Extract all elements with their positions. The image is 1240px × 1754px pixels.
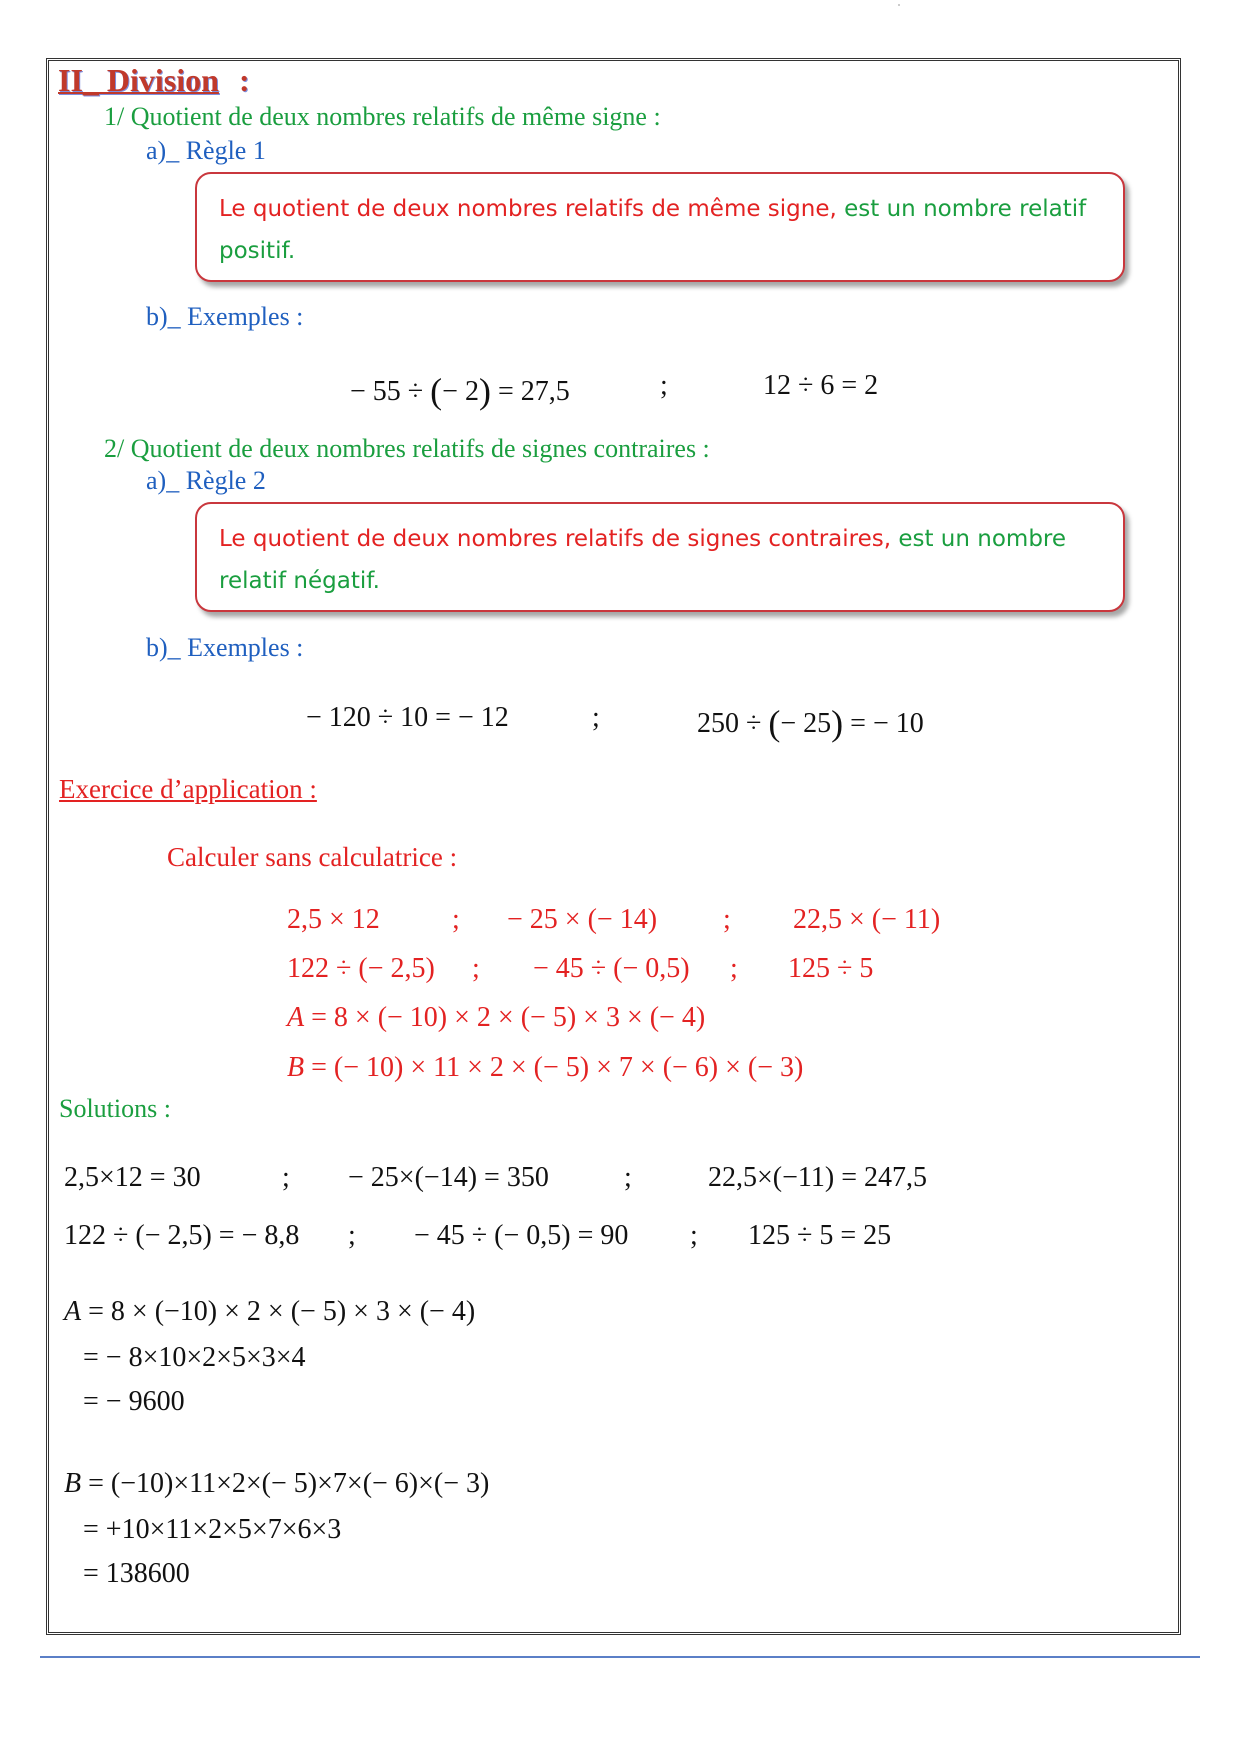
solution-row2-item1: 122 ÷ (− 2,5) = − 8,8 [64, 1220, 300, 1251]
exercise-instruction: Calculer sans calculatrice : [167, 842, 458, 872]
rule1-text-red: Le quotient de deux nombres relatifs de même signe, [219, 196, 837, 222]
variable-b: B [287, 1052, 305, 1083]
exercise-expression-b [287, 1052, 803, 1084]
paren: ( [430, 371, 443, 411]
expr-part: = − 10 [843, 708, 924, 739]
expr-part: − 55 ÷ [350, 376, 431, 407]
solution-row1-item3: 22,5×(−11) = 247,5 [708, 1162, 927, 1193]
variable-a: A [64, 1296, 82, 1327]
section1-rule-label: a)_ Règle 1 [146, 136, 266, 165]
solution-row1-sep2: ; [624, 1162, 632, 1193]
variable-b: B [64, 1468, 82, 1499]
solution-b-line2: = +10×11×2×5×7×6×3 [83, 1514, 342, 1545]
section2-examples-label: b)_ Exemples : [146, 633, 304, 662]
expression-b-body: = (− 10) × 11 × 2 × (− 5) × 7 × (− 6) × (− 3) [304, 1052, 804, 1083]
rule1-box [195, 172, 1125, 282]
footer-divider [40, 1656, 1200, 1658]
section2-separator: ; [592, 702, 600, 733]
exercise-row1-item3: 22,5 × (− 11) [793, 904, 941, 935]
exercise-row2-item2: − 45 ÷ (− 0,5) [533, 953, 690, 984]
paren: ( [768, 703, 781, 743]
section2-example-1: − 120 ÷ 10 = − 12 [306, 702, 509, 733]
rule2-text-red: Le quotient de deux nombres relatifs de signes contraires, [219, 526, 892, 552]
expr-part: = 27,5 [490, 376, 570, 407]
rule2-text-green-2: relatif négatif. [219, 568, 380, 594]
expr-part: − 25 [780, 708, 832, 739]
solution-row1-item1: 2,5×12 = 30 [64, 1162, 201, 1193]
paren: ) [831, 703, 844, 743]
solution-a-expression: = 8 × (−10) × 2 × (− 5) × 3 × (− 4) [81, 1296, 476, 1327]
exercise-row1-sep2: ; [723, 904, 731, 935]
exercise-row1-item2: − 25 × (− 14) [507, 904, 658, 935]
exercise-row1-item1: 2,5 × 12 [287, 904, 380, 935]
exercise-row2-sep2: ; [730, 953, 738, 984]
solution-a-line3: = − 9600 [83, 1386, 185, 1417]
exercise-row1-sep1: ; [452, 904, 460, 935]
variable-a: A [287, 1002, 305, 1033]
expr-part: 250 ÷ [697, 708, 769, 739]
solution-row2-sep2: ; [690, 1220, 698, 1251]
title-colon: : [238, 62, 250, 98]
solution-row2-sep1: ; [348, 1220, 356, 1251]
paren: ) [478, 371, 491, 411]
section2-example-2 [697, 702, 924, 744]
rule2-box [195, 502, 1125, 612]
expression-a-body: = 8 × (− 10) × 2 × (− 5) × 3 × (− 4) [304, 1002, 706, 1033]
exercise-title: Exercice d’application : [59, 774, 317, 804]
solutions-title: Solutions : [59, 1094, 171, 1123]
expr-part: − 2 [442, 376, 479, 407]
solution-row1-item2: − 25×(−14) = 350 [348, 1162, 549, 1193]
scan-speck [898, 4, 900, 6]
exercise-expression-a [287, 1002, 705, 1034]
rule1-text-green-2: positif. [219, 238, 296, 264]
solution-b-expression: = (−10)×11×2×(− 5)×7×(− 6)×(− 3) [81, 1468, 490, 1499]
exercise-row2-item3: 125 ÷ 5 [788, 953, 874, 984]
section1-examples-label: b)_ Exemples : [146, 302, 304, 331]
title-text: II_ Division [58, 62, 219, 98]
solution-a-line2: = − 8×10×2×5×3×4 [83, 1342, 306, 1373]
section2-heading: 2/ Quotient de deux nombres relatifs de signes contraires : [104, 434, 710, 463]
section-title [58, 62, 250, 99]
section1-example-1 [350, 370, 570, 412]
solution-a-line1 [64, 1296, 475, 1328]
solution-row2-item3: 125 ÷ 5 = 25 [748, 1220, 892, 1251]
solution-b-line3: = 138600 [83, 1558, 190, 1589]
section1-heading: 1/ Quotient de deux nombres relatifs de même signe : [104, 102, 661, 131]
section1-separator: ; [660, 370, 668, 401]
solution-row2-item2: − 45 ÷ (− 0,5) = 90 [414, 1220, 629, 1251]
rule2-text-green: est un nombre [891, 526, 1067, 552]
rule1-text-green: est un nombre relatif [836, 196, 1087, 222]
exercise-row2-item1: 122 ÷ (− 2,5) [287, 953, 435, 984]
solution-b-line1 [64, 1468, 489, 1500]
section2-rule-label: a)_ Règle 2 [146, 466, 266, 495]
solution-row1-sep1: ; [282, 1162, 290, 1193]
exercise-row2-sep1: ; [472, 953, 480, 984]
section1-example-2: 12 ÷ 6 = 2 [763, 370, 879, 401]
